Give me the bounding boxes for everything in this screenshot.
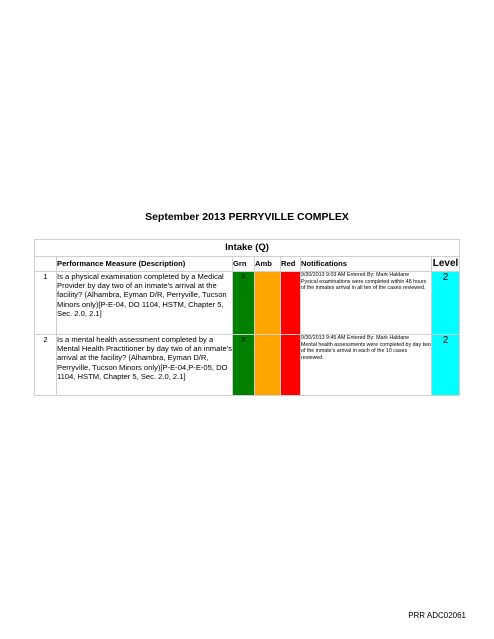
grn-mark: X: [240, 335, 246, 344]
grn-cell: [233, 335, 255, 396]
notification-cell: [301, 335, 432, 396]
row-number: 1: [35, 272, 57, 335]
grn-mark: X: [240, 272, 246, 281]
header-grn: Grn: [233, 257, 255, 272]
header-measure: Performance Measure (Description): [57, 257, 233, 272]
amb-cell: [255, 335, 281, 396]
red-cell: [281, 335, 301, 396]
document-id: PRR ADC02061: [408, 611, 466, 620]
notification-entry: 9/30/2013 9:45 AM Entered By: Mark Haldane: [301, 335, 410, 341]
header-red: Red: [281, 257, 301, 272]
page-title: September 2013 PERRYVILLE COMPLEX: [145, 211, 349, 223]
section-title: Intake (Q): [35, 240, 460, 257]
header-notifications: Notifications: [301, 257, 432, 272]
measure-description: Is a mental health assessment completed by a Mental Health Practitioner by day two of an inmate's arrival at the facility? (Alhambra, Eyman D/R, Perryville, Tucson Minors only)[P-E-04,P-E-05, DO 1104, HSTM, Chapter 5, Sec. 2.0, 2.1]: [57, 335, 233, 396]
performance-table: [34, 239, 460, 396]
header-amb: Amb: [255, 257, 281, 272]
level-cell: 2: [432, 335, 460, 396]
table-row: [35, 272, 460, 335]
notification-cell: [301, 272, 432, 335]
table-row: [35, 335, 460, 396]
level-cell: 2: [432, 272, 460, 335]
header-level: Level: [432, 257, 460, 272]
header-row: [35, 257, 460, 272]
grn-cell: [233, 272, 255, 335]
notification-entry: 9/30/2013 9:03 AM Entered By: Mark Haldane: [301, 272, 410, 278]
row-number: 2: [35, 335, 57, 396]
header-number: [35, 257, 57, 272]
measure-description: Is a physical examination completed by a Medical Provider by day two of an inmate's arrival at the facility? (Alhambra, Eyman D/R, Perryville, Tucson Minors only)[P-E-04, DO 1104, HSTM, Chapter 5, Sec. 2.0, 2.1]: [57, 272, 233, 335]
notification-text: Pysical examinations were completed within 48 hours of the inmates arrival in all ten of the cases reviewed.: [301, 278, 427, 292]
notification-text: Mental health assessments were completed by day two of the inmate's arrival in each of the 10 cases reviewed.: [301, 341, 431, 361]
red-cell: [281, 272, 301, 335]
amb-cell: [255, 272, 281, 335]
